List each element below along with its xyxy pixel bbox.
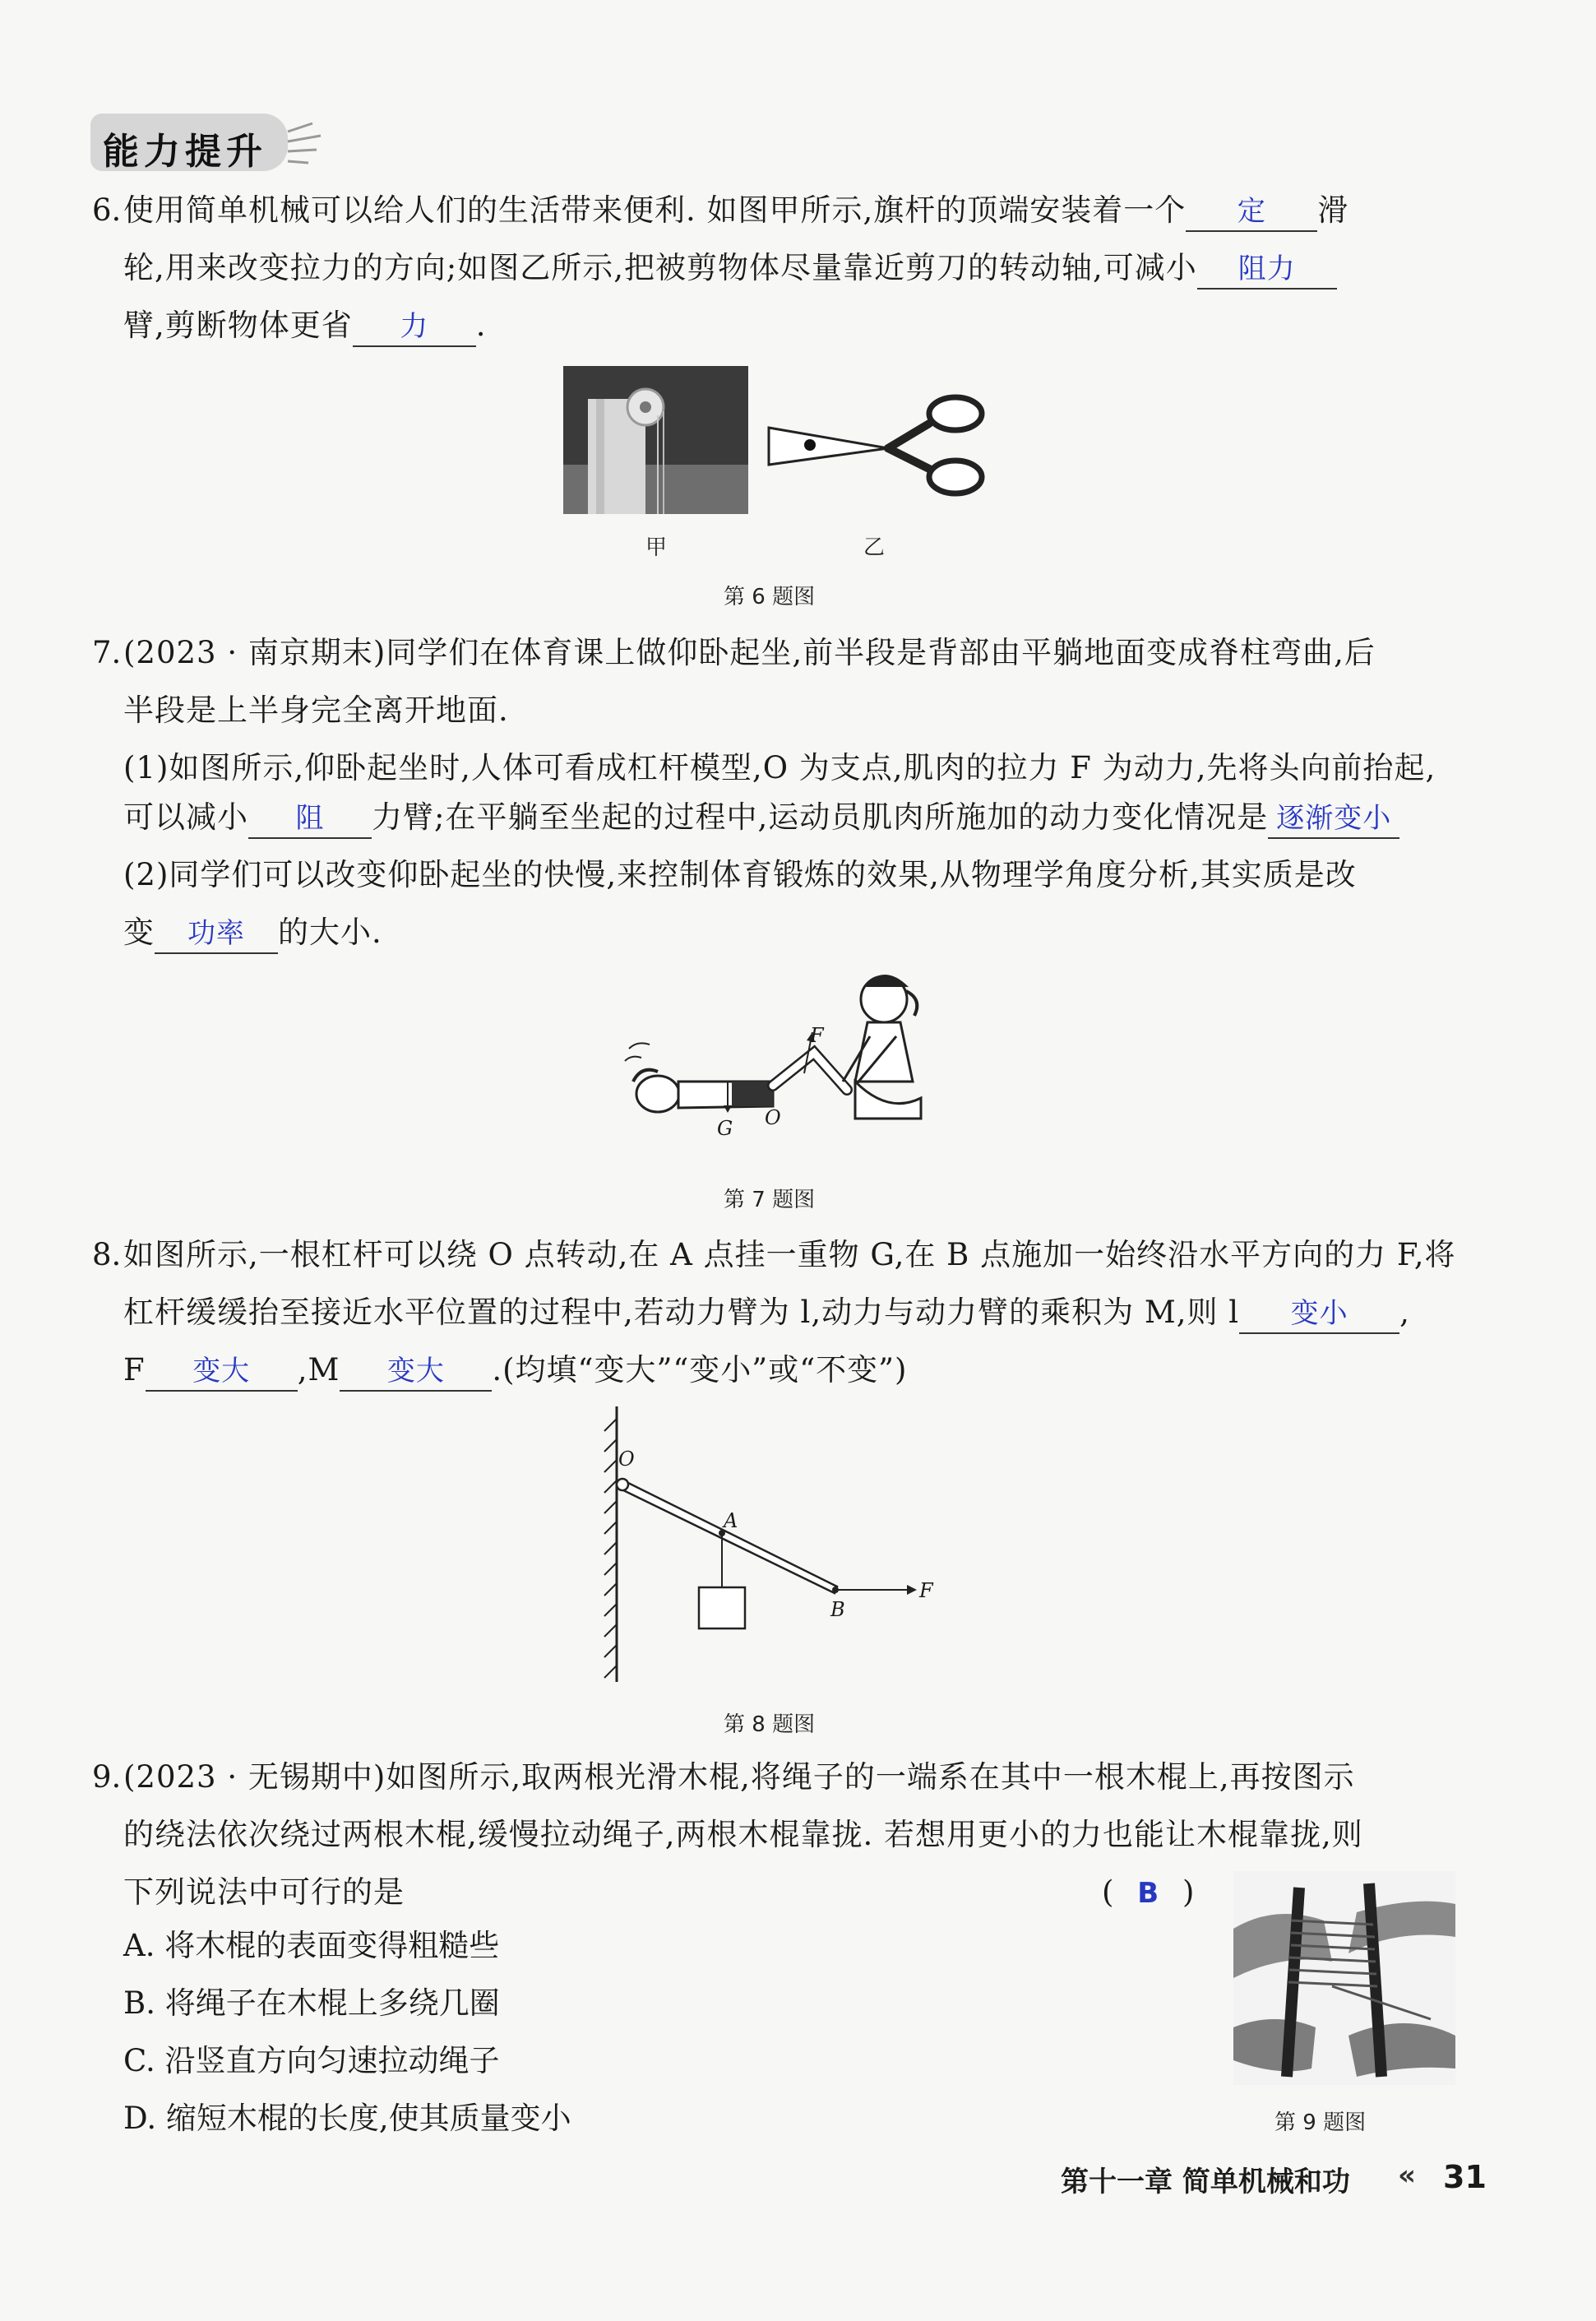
q9-number: 9. <box>92 1759 122 1795</box>
q7-blank1[interactable]: 阻 <box>248 799 372 839</box>
q7-blank2[interactable]: 逐渐变小 <box>1268 799 1399 839</box>
q8-fig-O: O <box>618 1448 635 1471</box>
q9-answer[interactable]: B <box>1137 1877 1159 1910</box>
footer-chapter: 第十一章 简单机械和功 <box>1061 2166 1350 2198</box>
q9-option-b: B. 将绳子在木棍上多绕几圈 <box>123 1985 500 2021</box>
q8-fig-A: A <box>724 1509 738 1532</box>
q8-line1: 如图所示,一根杠杆可以绕 O 点转动,在 A 点挂一重物 G,在 B 点施加一始终沿水平方向的力 F,将 <box>123 1237 1456 1272</box>
q8-blank2[interactable]: 变大 <box>146 1352 298 1392</box>
q7-line1: (2023 · 南京期末)同学们在体育课上做仰卧起坐,前半段是背部由平躺地面变成脊柱弯曲,后 <box>123 635 1376 670</box>
q7-p2-line1: (2)同学们可以改变仰卧起坐的快慢,来控制体育锻炼的效果,从物理学角度分析,其实质是改 <box>123 857 1357 892</box>
q8-line2: 杠杆缓缓抬至接近水平位置的过程中,若动力臂为 l,动力与动力臂的乘积为 M,则 l 变小 , <box>123 1291 1410 1334</box>
q6-number: 6. <box>92 192 122 228</box>
q7-number: 7. <box>92 635 122 670</box>
q7-caption: 第 7 题图 <box>724 1188 816 1212</box>
lever-diagram <box>592 1402 954 1694</box>
q8-number: 8. <box>92 1237 122 1272</box>
q6-blank2[interactable]: 阻力 <box>1197 250 1337 290</box>
header-decoration-icon <box>284 115 333 173</box>
q6-line1: 使用简单机械可以给人们的生活带来便利. 如图甲所示,旗杆的顶端安装着一个 定 滑 <box>123 189 1349 232</box>
q7-p2-line2: 变 功率 的大小. <box>123 911 382 954</box>
q6-line2: 轮,用来改变拉力的方向;如图乙所示,把被剪物体尽量靠近剪刀的转动轴,可减小 阻力 <box>123 247 1337 290</box>
q9-option-c: C. 沿竖直方向匀速拉动绳子 <box>123 2043 500 2078</box>
q8-blank3[interactable]: 变大 <box>340 1352 492 1392</box>
q7-blank3[interactable]: 功率 <box>155 915 278 954</box>
q7-line2: 半段是上半身完全离开地面. <box>123 693 509 728</box>
q9-line1: (2023 · 无锡期中)如图所示,取两根光滑木棍,将绳子的一端系在其中一根木棍上,再按图示 <box>123 1759 1355 1795</box>
q7-p1-line1: (1)如图所示,仰卧起坐时,人体可看成杠杆模型,O 为支点,肌肉的拉力 F 为动力,先将头向前抬起, <box>123 750 1436 785</box>
q8-line3: F 变大 ,M 变大 .(均填“变大”“变小”或“不变”) <box>123 1349 907 1392</box>
chevron-left-icon: « <box>1398 2159 1416 2192</box>
q9-caption: 第 9 题图 <box>1274 2110 1367 2135</box>
section-title: 能力提升 <box>103 131 267 173</box>
sticks-rope-photo <box>1233 1871 1455 2085</box>
q9-option-a: A. 将木棍的表面变得粗糙些 <box>123 1928 500 1963</box>
q9-answer-bracket: ( B ) <box>1102 1871 1194 1915</box>
page-number: 31 <box>1443 2159 1487 2195</box>
q7-fig-O: O <box>765 1106 781 1129</box>
q8-blank1[interactable]: 变小 <box>1239 1295 1399 1334</box>
q6-blank3[interactable]: 力 <box>353 308 476 347</box>
q7-p1-line2: 可以减小 阻 力臂;在平躺至坐起的过程中,运动员肌肉所施加的动力变化情况是 逐渐变小 <box>123 796 1399 839</box>
q6-caption: 第 6 题图 <box>724 585 816 609</box>
scissors-image <box>765 391 987 502</box>
q6-label-b: 乙 <box>863 535 886 560</box>
flagpole-pulley-image <box>563 366 748 514</box>
q6-line3: 臂,剪断物体更省 力 . <box>123 304 487 347</box>
q9-option-d: D. 缩短木棍的长度,使其质量变小 <box>123 2101 571 2136</box>
q8-fig-B: B <box>830 1598 845 1621</box>
q9-line2: 的绕法依次绕过两根木棍,缓慢拉动绳子,两根木棍靠拢. 若想用更小的力也能让木棍靠拢,则 <box>123 1817 1363 1852</box>
q8-caption: 第 8 题图 <box>724 1712 816 1737</box>
q7-fig-F: F <box>810 1024 824 1047</box>
q9-line3: 下列说法中可行的是 <box>123 1874 405 1910</box>
q8-fig-F: F <box>919 1579 933 1602</box>
q7-fig-G: G <box>717 1117 733 1140</box>
q6-label-a: 甲 <box>645 535 668 560</box>
q6-blank1[interactable]: 定 <box>1186 192 1317 232</box>
